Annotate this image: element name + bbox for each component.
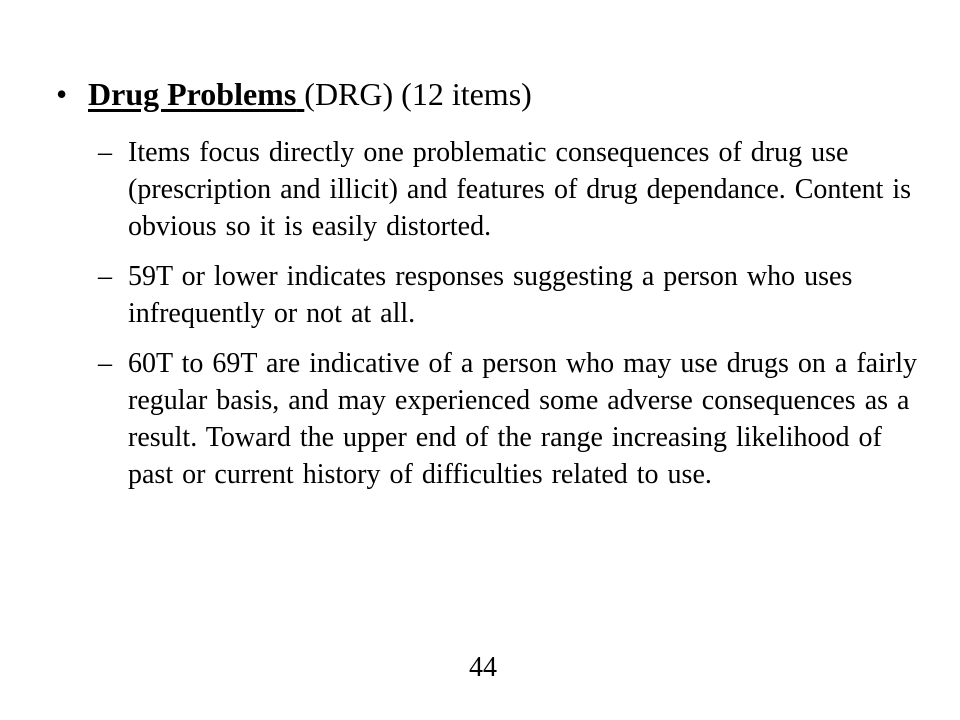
- heading-underline-gap: [296, 74, 304, 114]
- bullet-marker: •: [56, 76, 68, 112]
- main-bullet: [56, 74, 532, 114]
- sub-bullet-text: Items focus directly one problematic consequences of drug use (prescription and illicit) and features of drug dependance. Content is obvious so it is easily distorted.: [128, 137, 912, 242]
- bullet-heading-title: Drug Problems: [88, 76, 297, 112]
- page-number: 44: [469, 652, 497, 683]
- bullet-heading-suffix: (DRG) (12 items): [304, 76, 532, 112]
- dash-marker: –: [98, 261, 112, 292]
- sub-bullet-text: 59T or lower indicates responses suggesting a person who uses infrequently or not at all.: [128, 261, 853, 329]
- sub-bullet-item: [98, 258, 918, 332]
- dash-marker: –: [98, 348, 112, 379]
- sub-bullet-text: 60T to 69T are indicative of a person who may use drugs on a fairly regular basis, and may experienced some adverse consequences as a result. Toward the upper end of the range increasing likelihood of past or current history of difficulties related to use.: [128, 348, 917, 490]
- dash-marker: –: [98, 137, 112, 168]
- sub-bullet-item: [98, 134, 918, 245]
- sub-bullet-item: [98, 345, 918, 493]
- sub-bullet-list: [98, 134, 918, 506]
